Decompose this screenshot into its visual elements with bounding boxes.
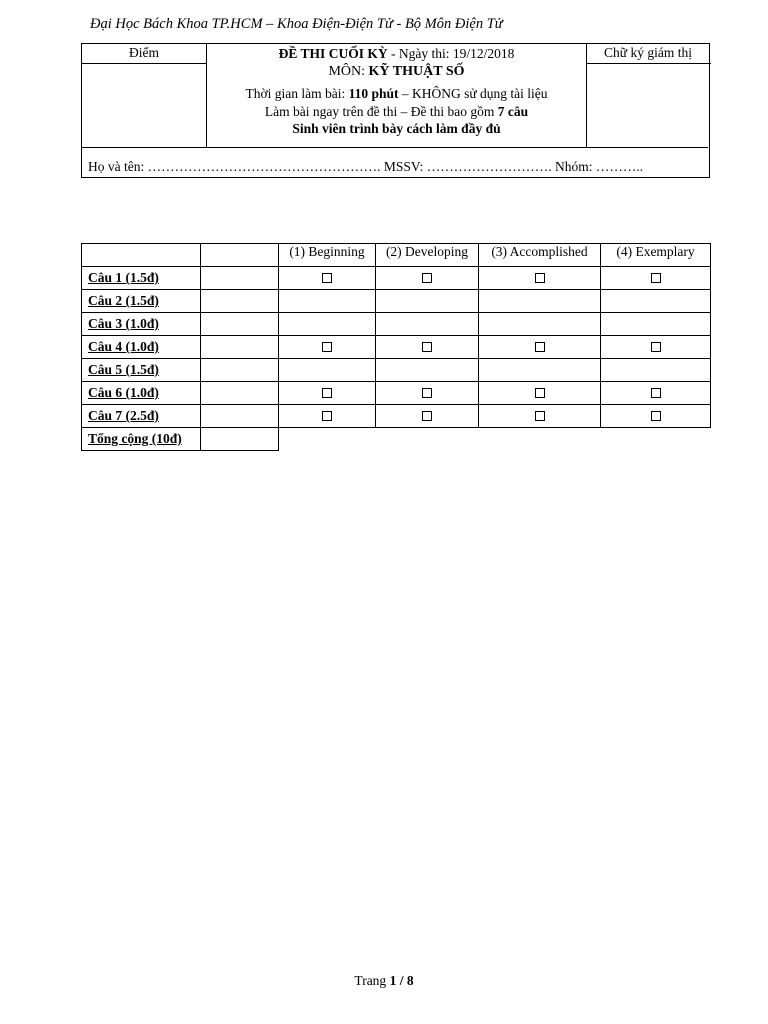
empty-cell	[82, 244, 201, 267]
rating-cell	[376, 405, 479, 428]
question-count: 7 câu	[497, 104, 529, 119]
exam-title: ĐỀ THI CUỐI KỲ	[278, 46, 388, 61]
subject-name: KỸ THUẬT SỐ	[368, 64, 465, 79]
page-current: 1	[389, 973, 397, 988]
empty-cell	[479, 428, 601, 451]
rating-cell	[376, 267, 479, 290]
checkbox[interactable]	[322, 273, 332, 283]
rating-cell	[279, 290, 376, 313]
question-label: Câu 4 (1.0đ)	[82, 336, 201, 359]
total-score-cell	[201, 428, 279, 451]
question-label: Câu 3 (1.0đ)	[82, 313, 201, 336]
score-cell	[201, 290, 279, 313]
rating-cell	[601, 382, 711, 405]
score-label: Điểm	[129, 45, 159, 60]
exam-title-line	[207, 46, 586, 62]
table-row	[82, 267, 711, 290]
checkbox[interactable]	[422, 388, 432, 398]
rating-cell	[479, 359, 601, 382]
subject-line	[207, 64, 586, 80]
checkbox[interactable]	[535, 411, 545, 421]
checkbox[interactable]	[651, 388, 661, 398]
score-cell	[201, 382, 279, 405]
rating-cell	[601, 359, 711, 382]
total-row	[82, 428, 711, 451]
student-info-line: Họ và tên: ……………………………………………. MSSV: ………………………. Nhóm: ………..	[88, 159, 644, 174]
empty-cell	[376, 428, 479, 451]
rating-cell	[479, 313, 601, 336]
column-header-accomplished: (3) Accomplished	[479, 244, 601, 267]
score-cell	[201, 359, 279, 382]
table-row	[82, 290, 711, 313]
column-header-developing: (2) Developing	[376, 244, 479, 267]
time-value: 110 phút	[348, 86, 399, 101]
rating-cell	[279, 359, 376, 382]
table-row	[82, 405, 711, 428]
rating-cell	[479, 267, 601, 290]
rating-cell	[601, 290, 711, 313]
rating-cell	[279, 313, 376, 336]
subject-label: MÔN:	[328, 64, 369, 79]
page-number	[0, 973, 768, 989]
empty-cell	[201, 244, 279, 267]
checkbox[interactable]	[651, 273, 661, 283]
checkbox[interactable]	[535, 388, 545, 398]
page-total: 8	[406, 973, 414, 988]
checkbox[interactable]	[535, 273, 545, 283]
rating-cell	[479, 336, 601, 359]
info-prefix: Làm bài ngay trên đề thi – Đề thi bao gồm	[264, 104, 498, 119]
divider	[586, 44, 587, 148]
rating-cell	[279, 336, 376, 359]
column-header-exemplary: (4) Exemplary	[601, 244, 711, 267]
question-label: Câu 1 (1.5đ)	[82, 267, 201, 290]
time-prefix: Thời gian làm bài:	[245, 86, 349, 101]
question-label: Câu 2 (1.5đ)	[82, 290, 201, 313]
checkbox[interactable]	[651, 342, 661, 352]
checkbox[interactable]	[322, 342, 332, 352]
table-row	[82, 382, 711, 405]
table-row	[82, 313, 711, 336]
score-cell	[201, 336, 279, 359]
question-label: Câu 6 (1.0đ)	[82, 382, 201, 405]
rating-cell	[601, 405, 711, 428]
divider	[82, 147, 708, 148]
divider	[586, 63, 711, 64]
score-cell	[201, 405, 279, 428]
total-label: Tổng cộng (10đ)	[82, 428, 201, 451]
rating-cell	[376, 290, 479, 313]
checkbox[interactable]	[422, 273, 432, 283]
score-cell	[201, 267, 279, 290]
empty-cell	[601, 428, 711, 451]
info-line	[207, 104, 586, 120]
rating-cell	[601, 267, 711, 290]
table-row	[82, 359, 711, 382]
checkbox[interactable]	[322, 388, 332, 398]
time-line	[207, 86, 586, 102]
rating-cell	[376, 359, 479, 382]
rating-cell	[601, 336, 711, 359]
column-header-beginning: (1) Beginning	[279, 244, 376, 267]
page-separator: /	[396, 973, 407, 988]
checkbox[interactable]	[535, 342, 545, 352]
exam-header-box	[81, 43, 710, 178]
checkbox[interactable]	[422, 342, 432, 352]
page-prefix: Trang	[354, 973, 390, 988]
question-label: Câu 7 (2.5đ)	[82, 405, 201, 428]
checkbox[interactable]	[422, 411, 432, 421]
rating-cell	[376, 336, 479, 359]
rating-cell	[279, 405, 376, 428]
score-cell	[201, 313, 279, 336]
rating-cell	[479, 382, 601, 405]
exam-date: - Ngày thi: 19/12/2018	[387, 46, 515, 61]
university-header: Đại Học Bách Khoa TP.HCM – Khoa Điện-Điện Tử - Bộ Môn Điện Tử	[90, 16, 503, 32]
rating-cell	[601, 313, 711, 336]
signature-label: Chữ ký giám thị	[604, 45, 692, 60]
rating-cell	[376, 382, 479, 405]
checkbox[interactable]	[322, 411, 332, 421]
rubric-header-row	[82, 244, 711, 267]
question-label: Câu 5 (1.5đ)	[82, 359, 201, 382]
exam-info	[207, 44, 586, 137]
rating-cell	[279, 382, 376, 405]
rating-cell	[376, 313, 479, 336]
checkbox[interactable]	[651, 411, 661, 421]
rating-cell	[479, 405, 601, 428]
rating-cell	[479, 290, 601, 313]
table-row	[82, 336, 711, 359]
rubric-table	[81, 243, 711, 451]
time-suffix: – KHÔNG sử dụng tài liệu	[398, 86, 548, 101]
rating-cell	[279, 267, 376, 290]
empty-cell	[279, 428, 376, 451]
instruction-line: Sinh viên trình bày cách làm đầy đủ	[292, 121, 501, 136]
divider	[82, 63, 207, 64]
